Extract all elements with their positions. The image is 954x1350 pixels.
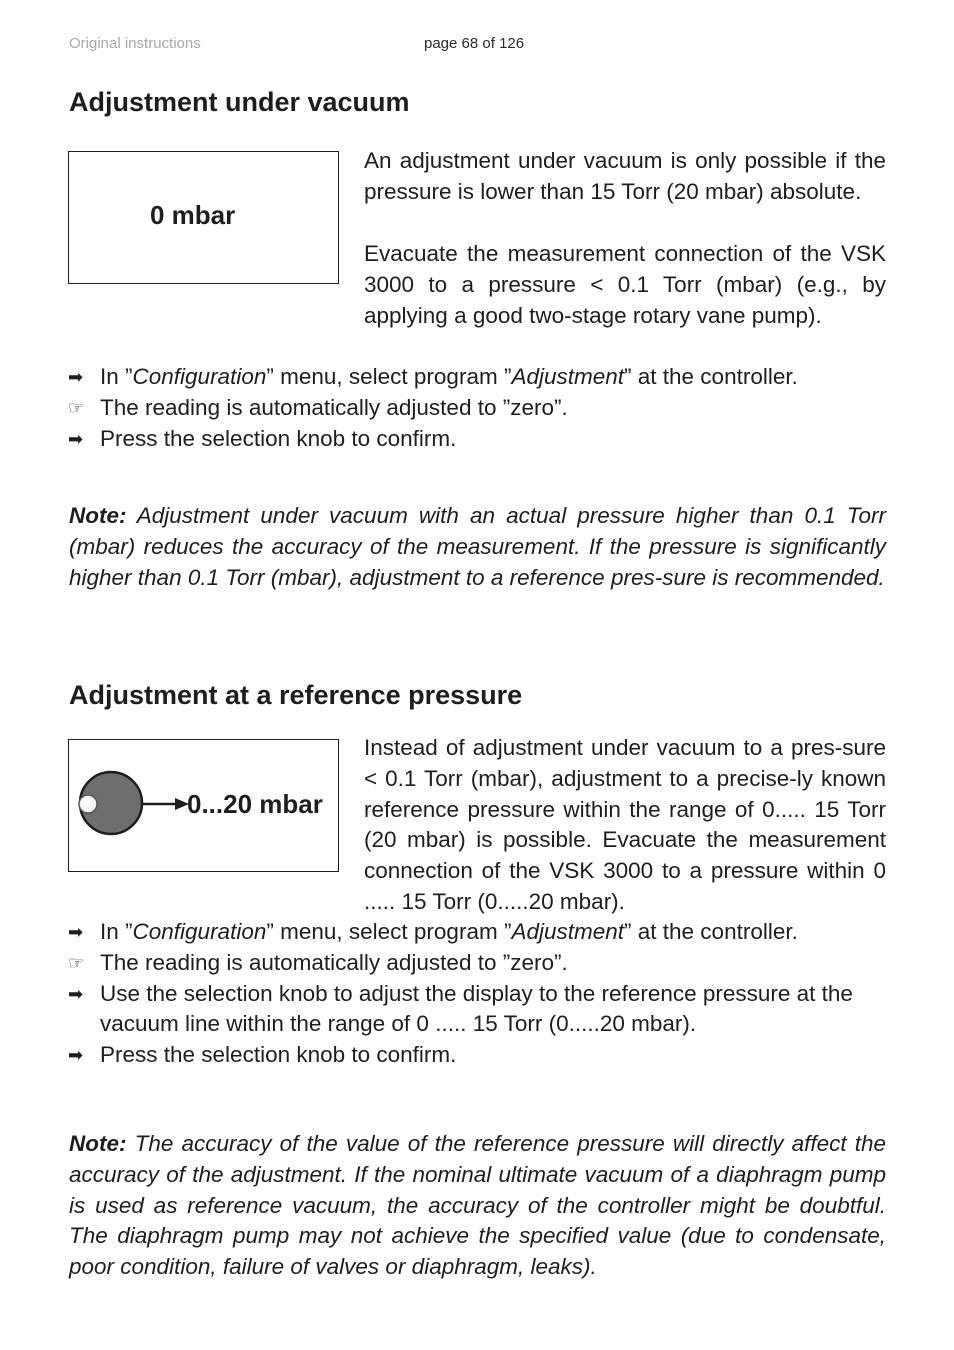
vacuum-description-1: An adjustment under vacuum is only possible if the pressure is lower than 15 Torr (20 mbar) absolute. — [364, 148, 886, 204]
pressure-display-reference — [68, 739, 339, 872]
arrow-icon: ➡ — [68, 367, 84, 387]
display-value-range: 0...20 mbar — [187, 789, 323, 819]
note-reference — [69, 1129, 886, 1283]
vacuum-steps-list — [68, 362, 886, 454]
reference-description: Instead of adjustment under vacuum to a pres-sure < 0.1 Torr (mbar), adjustment to a precise-ly known reference pressure within the range of 0..... 15 Torr (20 mbar) is possible. Evacuate the measurement connection of the VSK 3000 to a pressure within 0 ..... 15 Torr (0.....20 mbar). — [364, 735, 886, 914]
note-label: Note: — [69, 503, 127, 528]
list-item: ➡ In ”Configuration” menu, select program ”Adjustment” at the controller. — [68, 362, 886, 393]
note-text: The accuracy of the value of the reference pressure will directly affect the accuracy of the adjustment. If the nominal ultimate vacuum of a diaphragm pump is used as reference vacuum, the accuracy of the controller might be doubtful. The diaphragm pump may not achieve the specified value (due to condensate, poor condition, failure of valves or diaphragm, leaks). — [69, 1131, 886, 1280]
list-item: ➡ In ”Configuration” menu, select program ”Adjustment” at the controller. — [68, 917, 886, 948]
list-item: ☞ The reading is automatically adjusted to ”zero”. — [68, 948, 886, 979]
pressure-display-zero — [68, 151, 339, 284]
list-item: ➡ Press the selection knob to confirm. — [68, 1040, 886, 1071]
note-label: Note: — [69, 1131, 127, 1156]
pointing-hand-icon: ☞ — [68, 397, 85, 418]
list-item: ➡ Use the selection knob to adjust the display to the reference pressure at the vacuum line within the range of 0 ..... 15 Torr (0.....20 mbar). — [68, 980, 853, 1037]
document-origin-label: Original instructions — [69, 35, 201, 52]
arrow-icon: ➡ — [68, 1045, 84, 1066]
arrow-icon: ➡ — [68, 922, 84, 942]
arrow-icon: ➡ — [68, 983, 84, 1004]
note-text: Adjustment under vacuum with an actual pressure higher than 0.1 Torr (mbar) reduces the accuracy of the measurement. If the pressure is significantly higher than 0.1 Torr (mbar), adjustment to a reference pres-sure is recommended. — [69, 503, 886, 590]
list-item: ☞ The reading is automatically adjusted to ”zero”. — [68, 393, 886, 424]
arrow-icon: ➡ — [68, 428, 84, 449]
reference-steps-list — [68, 917, 886, 1071]
section-heading-vacuum: Adjustment under vacuum — [69, 87, 410, 117]
vacuum-description-2: Evacuate the measurement connection of the VSK 3000 to a pressure < 0.1 Torr (mbar) (e.g., by applying a good two-stage rotary vane pump). — [364, 241, 886, 328]
page-number: page 68 of 126 — [424, 35, 525, 52]
list-item: ➡ Press the selection knob to confirm. — [68, 424, 886, 455]
note-vacuum — [69, 501, 886, 593]
pointing-hand-icon: ☞ — [68, 952, 85, 973]
display-value-zero: 0 mbar — [150, 200, 236, 230]
section-heading-reference: Adjustment at a reference pressure — [69, 680, 523, 710]
